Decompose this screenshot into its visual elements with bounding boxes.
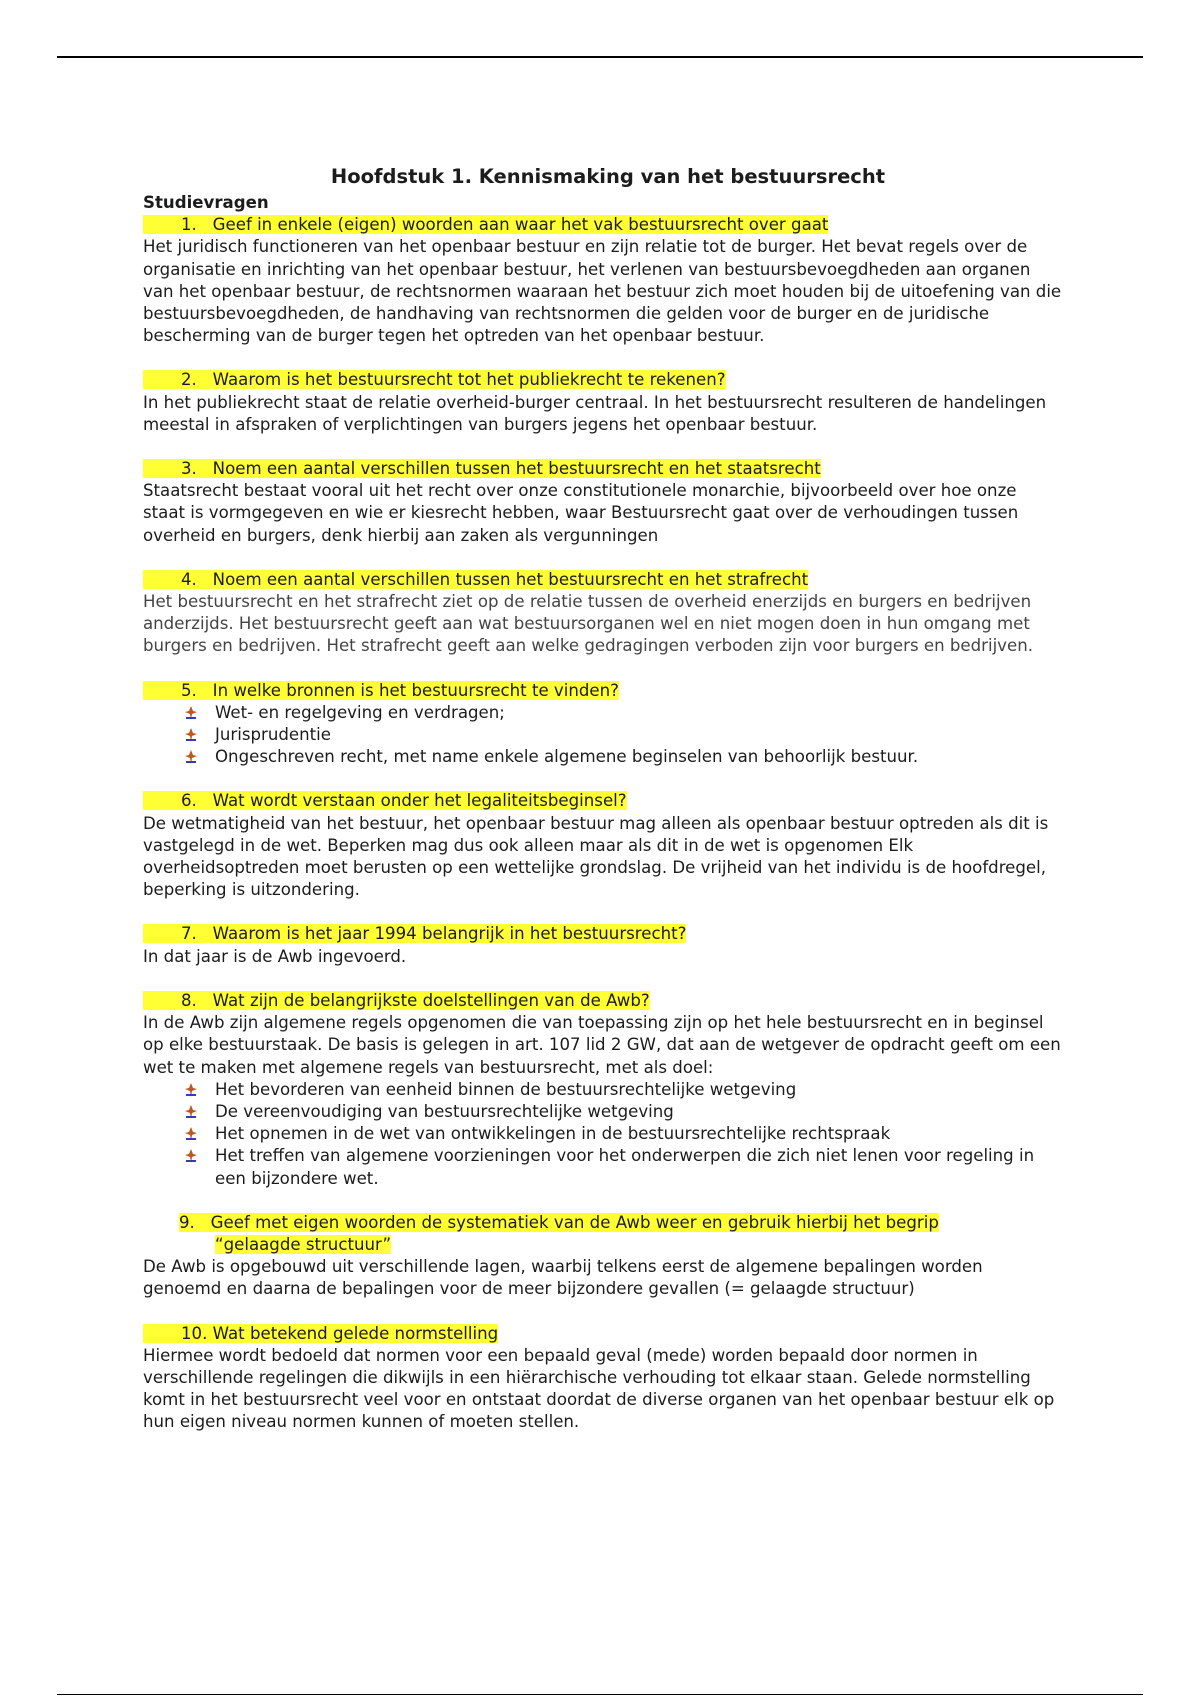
list-item bbox=[179, 1123, 1063, 1145]
pushpin-bullet-icon bbox=[183, 1148, 199, 1164]
list-item-text: Het bevorderen van eenheid binnen de bestuursrechtelijke wetgeving bbox=[215, 1079, 797, 1099]
pushpin-bullet-icon bbox=[183, 749, 199, 765]
list-item-text: Jurisprudentie bbox=[215, 725, 331, 745]
question-number: 4. bbox=[181, 569, 197, 589]
question-number: 7. bbox=[181, 924, 197, 944]
section-subtitle: Studievragen bbox=[143, 193, 269, 212]
question-5 bbox=[143, 680, 1063, 702]
question-highlight bbox=[179, 1213, 939, 1232]
question-highlight bbox=[143, 370, 726, 389]
pushpin-bullet-icon bbox=[183, 705, 199, 721]
list-item bbox=[179, 746, 1063, 768]
answer-9: De Awb is opgebouwd uit verschillende lagen, waarbij telkens eerst de algemene bepalingen worden genoemd en daarna de bepalingen voor de meer bijzondere gevallen (= gelaagde structuur) bbox=[143, 1257, 983, 1299]
question-4 bbox=[143, 569, 1063, 591]
question-text: Geef in enkele (eigen) woorden aan waar het vak bestuursrecht over gaat bbox=[212, 215, 829, 235]
question-9-line1 bbox=[143, 1212, 1063, 1234]
list-item-text: Ongeschreven recht, met name enkele algemene beginselen van behoorlijk bestuur. bbox=[215, 747, 919, 767]
question-9-line2 bbox=[143, 1234, 1063, 1256]
question-highlight bbox=[143, 459, 821, 478]
question-number: 2. bbox=[181, 370, 197, 390]
pushpin-bullet-icon bbox=[183, 1104, 199, 1120]
question-6 bbox=[143, 790, 1063, 812]
document-body bbox=[143, 164, 1063, 1434]
question-highlight bbox=[143, 1324, 498, 1343]
question-number: 1. bbox=[181, 215, 197, 235]
bottom-rule bbox=[57, 1694, 1143, 1695]
question-number: 3. bbox=[181, 459, 197, 479]
answer-7: In dat jaar is de Awb ingevoerd. bbox=[143, 946, 407, 966]
answer-6: De wetmatigheid van het bestuur, het openbaar bestuur mag alleen als openbaar bestuur optreden als dit is vastgelegd in de wet. Beperken mag dus ook alleen maar als dit in de wet is opgenomen Elk overheidsoptreden moet berusten op een wettelijke grondslag. De vrijheid van het individu is de hoofdregel, beperking is uitzondering. bbox=[143, 813, 1049, 900]
question-number: 8. bbox=[181, 990, 197, 1010]
question-9 bbox=[143, 1212, 1063, 1256]
bullet-list-5 bbox=[143, 702, 1063, 769]
answer-2: In het publiekrecht staat de relatie overheid-burger centraal. In het bestuursrecht resulteren de handelingen meestal in afspraken of verplichtingen van burgers jegens het openbaar bestuur. bbox=[143, 392, 1047, 434]
question-7 bbox=[143, 923, 1063, 945]
answer-4: Het bestuursrecht en het strafrecht ziet op de relatie tussen de overheid enerzijds en burgers en bedrijven anderzijds. Het bestuursrecht geeft aan wat bestuursorganen wel en niet mogen doen in hun omgang met burgers en bedrijven. Het strafrecht geeft aan welke gedragingen verboden zijn voor burgers en bedrijven. bbox=[143, 592, 1034, 656]
question-text: Geef met eigen woorden de systematiek van de Awb weer en gebruik hierbij het begrip bbox=[210, 1212, 939, 1232]
question-text-continued: “gelaagde structuur” bbox=[215, 1234, 392, 1254]
question-highlight bbox=[143, 791, 627, 810]
question-8 bbox=[143, 990, 1063, 1012]
question-highlight bbox=[143, 991, 650, 1010]
question-highlight bbox=[143, 681, 619, 700]
question-10 bbox=[143, 1323, 1063, 1345]
answer-10: Hiermee wordt bedoeld dat normen voor een bepaald geval (mede) worden bepaald door normen in verschillende regelingen die dikwijls in een hiërarchische verhouding tot elkaar staan. Gelede normstelling komt in het bestuursrecht veel voor en ontstaat doordat de diverse organen van het openbaar bestuur elk op hun eigen niveau normen kunnen of moeten stellen. bbox=[143, 1345, 1055, 1432]
list-item bbox=[179, 1079, 1063, 1101]
bullet-list-8 bbox=[143, 1079, 1063, 1190]
question-text: Noem een aantal verschillen tussen het bestuursrecht en het strafrecht bbox=[212, 569, 809, 589]
question-highlight bbox=[143, 924, 686, 943]
question-text: In welke bronnen is het bestuursrecht te vinden? bbox=[212, 680, 619, 700]
question-text: Wat wordt verstaan onder het legaliteitsbeginsel? bbox=[212, 791, 627, 811]
question-text: Wat zijn de belangrijkste doelstellingen van de Awb? bbox=[212, 990, 650, 1010]
list-item bbox=[179, 1101, 1063, 1123]
list-item-text: Het opnemen in de wet van ontwikkelingen in de bestuursrechtelijke rechtspraak bbox=[215, 1124, 891, 1144]
list-item bbox=[179, 1145, 1063, 1189]
question-3 bbox=[143, 458, 1063, 480]
question-1 bbox=[143, 214, 1063, 236]
question-number: 6. bbox=[181, 791, 197, 811]
list-item bbox=[179, 724, 1063, 746]
pushpin-bullet-icon bbox=[183, 1126, 199, 1142]
answer-8: In de Awb zijn algemene regels opgenomen die van toepassing zijn op het hele bestuursrecht en in beginsel op elke bestuurstaak. De basis is gelegen in art. 107 lid 2 GW, dat aan de wetgever de opdracht geeft om een wet te maken met algemene regels van bestuursrecht, met als doel: bbox=[143, 1013, 1061, 1077]
question-number: 5. bbox=[181, 680, 197, 700]
answer-3: Staatsrecht bestaat vooral uit het recht over onze constitutionele monarchie, bijvoorbeeld over hoe onze staat is vormgegeven en wie er kiesrecht hebben, waar Bestuursrecht gaat over de verhoudingen tussen overheid en burgers, denk hierbij aan zaken als vergunningen bbox=[143, 481, 1019, 545]
list-item-text: De vereenvoudiging van bestuursrechtelijke wetgeving bbox=[215, 1101, 674, 1121]
pushpin-bullet-icon bbox=[183, 1082, 199, 1098]
page-title: Hoofdstuk 1. Kennismaking van het bestuursrecht bbox=[330, 165, 886, 188]
top-rule bbox=[57, 56, 1143, 58]
question-text: Wat betekend gelede normstelling bbox=[212, 1323, 499, 1343]
question-number: 9. bbox=[179, 1212, 195, 1232]
answer-1: Het juridisch functioneren van het openbaar bestuur en zijn relatie tot de burger. Het bevat regels over de organisatie en inrichting van het openbaar bestuur, het verlenen van bestuursbevoegdheden aan organen van het openbaar bestuur, de rechtsnormen waaraan het bestuur zich moet houden bij de uitoefening van die bestuursbevoegdheden, de handhaving van rechtsnormen die gelden voor de burger en de juridische bescherming van de burger tegen het optreden van het openbaar bestuur. bbox=[143, 237, 1062, 346]
question-highlight bbox=[143, 570, 808, 589]
question-text: Waarom is het jaar 1994 belangrijk in het bestuursrecht? bbox=[212, 924, 687, 944]
question-text: Noem een aantal verschillen tussen het bestuursrecht en het staatsrecht bbox=[212, 459, 821, 479]
question-number: 10. bbox=[181, 1323, 208, 1343]
list-item bbox=[179, 702, 1063, 724]
question-highlight bbox=[143, 215, 828, 234]
question-text: Waarom is het bestuursrecht tot het publiekrecht te rekenen? bbox=[212, 370, 726, 390]
list-item-text: Het treffen van algemene voorzieningen voor het onderwerpen die zich niet lenen voor regeling in een bijzondere wet. bbox=[215, 1146, 1035, 1188]
pushpin-bullet-icon bbox=[183, 727, 199, 743]
question-2 bbox=[143, 369, 1063, 391]
list-item-text: Wet- en regelgeving en verdragen; bbox=[215, 702, 505, 722]
